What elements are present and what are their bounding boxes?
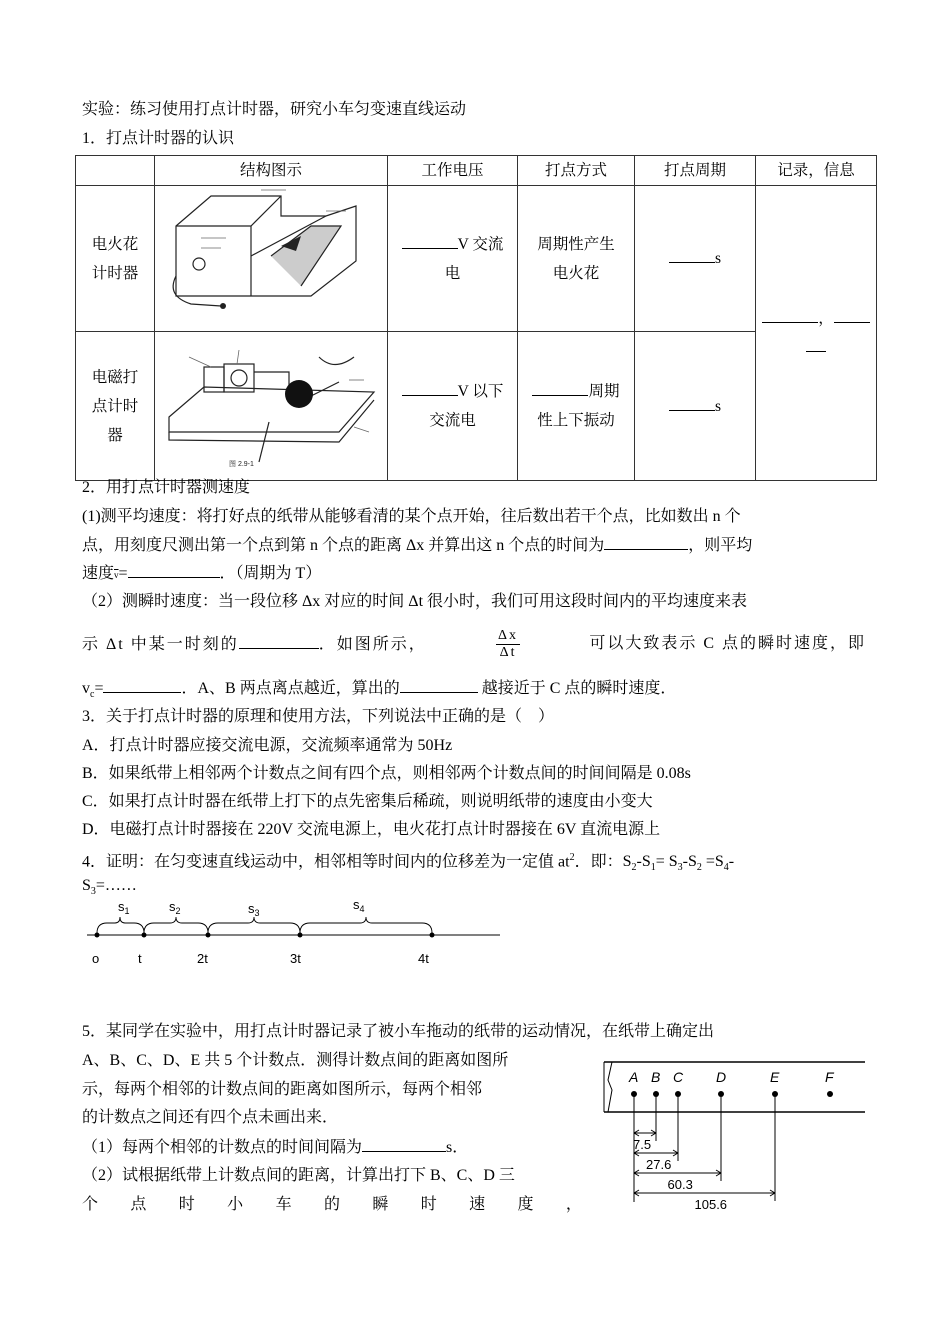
header-cell: 工作电压	[388, 156, 518, 186]
point-dot	[827, 1091, 833, 1097]
question-5-line1: 5．某同学在实验中，用打点计时器记录了被小车拖动的纸带的运动情况，在纸带上确定出	[82, 1023, 715, 1040]
point-label-B: B	[651, 1069, 661, 1085]
text: 示 Δt 中某一时刻的	[82, 635, 239, 653]
distance-label: 105.6	[694, 1197, 728, 1210]
text: 速	[469, 1196, 486, 1213]
spark-timer-diagram	[155, 186, 388, 332]
text: 越接近于 C 点的瞬时速度．	[477, 680, 677, 697]
question-5-line2: A、B、C、D、E 共 5 个计数点．测得计数点间的距离如图所	[82, 1052, 509, 1069]
period-cell	[635, 332, 756, 481]
period-cell	[635, 186, 756, 332]
point-label-C: C	[673, 1069, 684, 1085]
interval-blank[interactable]	[362, 1137, 446, 1152]
timer-comparison-table	[75, 155, 877, 481]
section-2-p2-line3	[82, 678, 676, 705]
text: 可以大致表示 C 点的瞬时速度，即	[589, 635, 866, 652]
section-1-heading: 1．打点计时器的认识	[82, 130, 235, 147]
question-5-q2-line2	[82, 1195, 582, 1215]
label-line: 计时器	[91, 264, 139, 282]
answer-blank[interactable]	[128, 563, 220, 578]
mode-text: 性上下振动	[537, 412, 615, 429]
record-blank[interactable]	[762, 308, 818, 323]
text: ．A、B 两点离点越近，算出的	[181, 680, 400, 697]
text: 度	[517, 1196, 534, 1213]
header-cell: 打点周期	[635, 156, 756, 186]
table-row-spark-timer	[76, 186, 877, 332]
answer-blank[interactable]	[103, 678, 181, 693]
point-label-A: A	[629, 1069, 639, 1085]
mode-cell	[518, 186, 635, 332]
point-label-F: F	[825, 1069, 834, 1085]
text: v	[82, 680, 90, 697]
delta-x-over-delta-t	[496, 628, 520, 661]
label-line: 电磁打	[91, 368, 139, 386]
text: ．即：	[574, 853, 623, 871]
text: 车	[275, 1196, 292, 1213]
label-line: 电火花	[91, 235, 139, 253]
question-5-q2: （2）试根据纸带上计数点间的距离，计算出打下 B、C、D 三	[82, 1167, 515, 1184]
numerator: Δx	[498, 627, 519, 643]
mode-text: 周期	[588, 383, 620, 400]
subscript: c	[90, 689, 95, 701]
distance-label: 7.5	[633, 1137, 652, 1152]
mode-cell	[518, 332, 635, 481]
section-2-p1-line3	[82, 563, 321, 585]
voltage-blank[interactable]	[402, 381, 458, 396]
row-label	[76, 332, 155, 481]
text: 瞬	[372, 1196, 389, 1213]
period-unit: s	[714, 397, 722, 415]
mode-text: 电火花	[552, 264, 600, 282]
question-3: 3．关于打点计时器的原理和使用方法，下列说法中正确的是（ ）	[82, 708, 555, 725]
ticker-tape-diagram	[600, 1060, 870, 1210]
answer-blank[interactable]	[239, 634, 319, 649]
voltage-text: V 交流	[457, 235, 504, 253]
text: s．	[446, 1139, 469, 1156]
question-5-line3: 示，每两个相邻的计数点间的距离如图所示，每两个相邻	[82, 1081, 483, 1098]
tick-label: o	[92, 951, 100, 966]
header-cell: 打点方式	[518, 156, 635, 186]
text: ．（周期为 T）	[219, 565, 322, 582]
text: ．如图所示，	[318, 635, 427, 653]
text: 速度	[82, 565, 115, 582]
point-label-E: E	[770, 1069, 780, 1085]
distance-label: 27.6	[646, 1157, 672, 1172]
text: 4．证明：在匀变速直线运动中，相邻相等时间内的位移差为一定值 at	[82, 853, 570, 871]
electromagnetic-timer-illustration	[159, 332, 384, 470]
section-2-p2-line1: （2）测瞬时速度：当一段位移 Δx 对应的时间 Δt 很小时，我们可用这段时间内的平均速度来表	[82, 593, 748, 610]
tick-label: 2t	[197, 951, 208, 966]
text: 的	[323, 1196, 340, 1213]
spark-timer-illustration	[161, 186, 381, 321]
point-label-D: D	[716, 1069, 727, 1085]
s3-label: $s_3$	[248, 901, 260, 918]
label-line: 器	[107, 426, 123, 444]
table-header-row	[76, 156, 877, 186]
voltage-text: 交流电	[429, 412, 476, 429]
row-label	[76, 186, 155, 332]
period-blank[interactable]	[669, 248, 715, 263]
electromagnetic-timer-diagram	[155, 332, 388, 481]
text: ，	[565, 1196, 582, 1213]
label-line: 点计时	[91, 397, 139, 415]
voltage-cell	[388, 186, 518, 332]
displacement-diagram	[82, 895, 502, 970]
avg-velocity-symbol: $\overline{v}$	[114, 570, 119, 580]
option-a: A．打点计时器应接交流电源，交流频率通常为 50Hz	[82, 737, 453, 754]
tick-label: 3t	[290, 951, 301, 966]
header-cell: 结构图示	[155, 156, 388, 186]
mode-blank[interactable]	[532, 381, 588, 396]
section-2-p1-line2	[82, 535, 752, 556]
answer-blank[interactable]	[400, 678, 478, 693]
record-blank[interactable]	[834, 308, 870, 323]
text: 点，用刻度尺测出第一个点到第 n 个点的距离 Δx 并算出这 n 个点的时间为	[82, 537, 605, 554]
text: 时	[178, 1196, 195, 1213]
period-unit: s	[714, 250, 722, 267]
tick-label: 4t	[418, 951, 429, 966]
period-blank[interactable]	[669, 396, 715, 411]
braces	[97, 917, 432, 933]
option-d: D．电磁打点计时器接在 220V 交流电源上，电火花打点计时器接在 6V 直流电源上	[82, 821, 661, 838]
tick-label: t	[138, 951, 142, 966]
voltage-text: 电	[444, 264, 461, 282]
document-title: 实验：练习使用打点计时器，研究小车匀变速直线运动	[82, 101, 467, 118]
text: 个	[82, 1196, 99, 1213]
text: =	[94, 680, 104, 697]
section-2-p2-line2	[82, 624, 866, 664]
text: 小	[227, 1196, 244, 1213]
text: 点	[130, 1196, 147, 1213]
answer-blank[interactable]	[604, 535, 688, 550]
option-c: C．如果打点计时器在纸带上打下的点先密集后稀疏，则说明纸带的速度由小变大	[82, 793, 653, 810]
text: =……	[95, 877, 137, 894]
s2-label: $s_2$	[169, 899, 181, 916]
voltage-blank[interactable]	[402, 234, 458, 249]
record-cell	[756, 186, 877, 481]
equation: $S_2-S_1= S_3-S_2 =S_4-$	[622, 853, 735, 874]
header-cell	[76, 156, 155, 186]
question-4-line1	[82, 848, 734, 879]
s1-label: $s_1$	[118, 899, 130, 916]
record-blank[interactable]	[806, 337, 826, 352]
mode-text: 周期性产生	[537, 235, 615, 253]
question-5-line4: 的计数点之间还有四个点未画出来．	[82, 1109, 339, 1126]
voltage-text: V 以下	[457, 383, 504, 400]
denominator: Δt	[499, 644, 517, 660]
header-cell: 记录，信息	[756, 156, 877, 186]
superscript: 2	[569, 852, 575, 863]
text: 时	[420, 1196, 437, 1213]
record-separator: ，	[818, 310, 834, 327]
distance-label: 60.3	[667, 1177, 693, 1192]
svg-text:图 2.9-1: 图 2.9-1	[228, 461, 254, 468]
section-2-p1-line1: (1)测平均速度：将打好点的纸带从能够看清的某个点开始，往后数出若干个点，比如数出 n 个	[82, 508, 741, 525]
section-2-heading: 2．用打点计时器测速度	[82, 479, 251, 496]
text: （1）每两个相邻的计数点的时间间隔为	[82, 1139, 363, 1156]
option-b: B．如果纸带上相邻两个计数点之间有四个点，则相邻两个计数点间的时间间隔是 0.08s	[82, 765, 691, 782]
equation-cont: $S_3$	[82, 877, 96, 898]
text: ，则平均	[688, 537, 753, 554]
question-5-q1	[82, 1137, 468, 1158]
s4-label: $s_4$	[353, 897, 365, 914]
text: =	[118, 565, 128, 582]
voltage-cell	[388, 332, 518, 481]
